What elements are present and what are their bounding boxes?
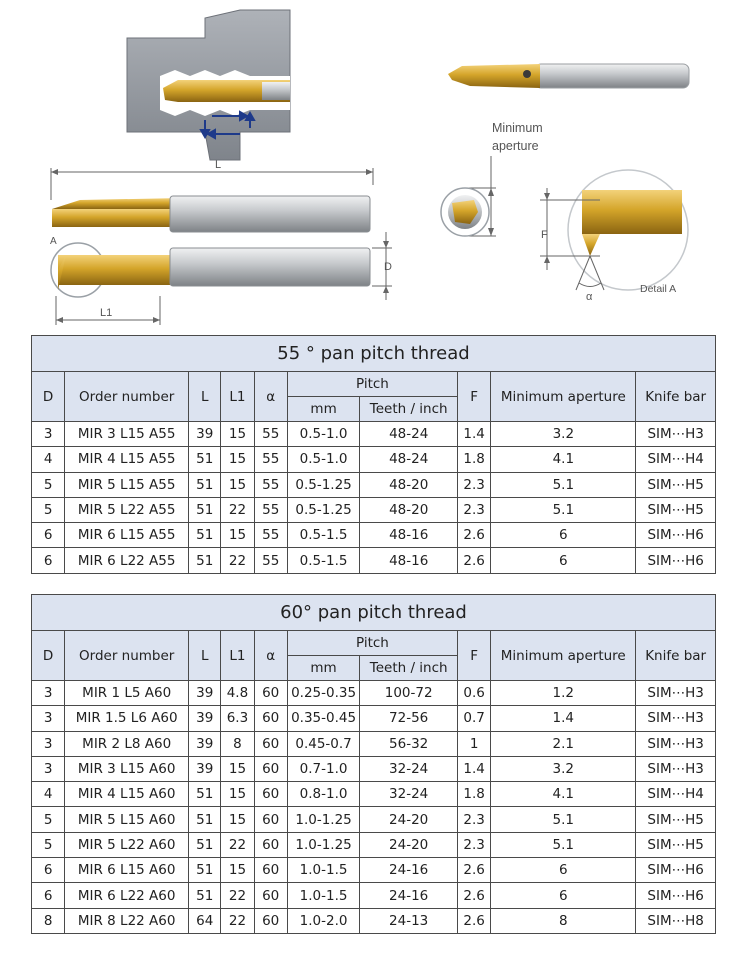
cell-f: 0.7 [458, 706, 491, 731]
cell-l: 39 [189, 706, 221, 731]
table-row [32, 731, 716, 756]
table-row [32, 908, 716, 933]
cell-minimum-aperture: 6 [491, 858, 636, 883]
cell-l1: 15 [221, 858, 254, 883]
cell-pitch-mm: 1.0-1.5 [287, 883, 360, 908]
cell-f: 1.8 [458, 782, 491, 807]
table-row [32, 447, 716, 472]
cell-pitch-tpi: 100-72 [360, 681, 458, 706]
table-body [32, 681, 716, 934]
cell-pitch-tpi: 48-20 [360, 497, 458, 522]
cell-d: 3 [32, 706, 65, 731]
cell-knife-bar: SIM⋯H3 [636, 756, 716, 781]
cell-l1: 15 [221, 472, 254, 497]
cell-d: 3 [32, 756, 65, 781]
cell-minimum-aperture: 6 [491, 548, 636, 573]
cell-alpha: 60 [254, 832, 287, 857]
cell-f: 0.6 [458, 681, 491, 706]
cell-l1: 15 [221, 807, 254, 832]
tool-in-bore [163, 80, 290, 102]
cell-pitch-tpi: 56-32 [360, 731, 458, 756]
cell-knife-bar: SIM⋯H6 [636, 883, 716, 908]
cell-knife-bar: SIM⋯H3 [636, 731, 716, 756]
table-row [32, 832, 716, 857]
cell-f: 2.6 [458, 883, 491, 908]
cell-f: 2.6 [458, 858, 491, 883]
cell-d: 6 [32, 523, 65, 548]
cell-order-number: MIR 6 L22 A55 [65, 548, 189, 573]
cell-alpha: 60 [254, 681, 287, 706]
min-aperture-label-2: aperture [492, 139, 539, 153]
cell-pitch-mm: 1.0-1.25 [287, 807, 360, 832]
cell-order-number: MIR 3 L15 A55 [65, 422, 189, 447]
table-row [32, 756, 716, 781]
dimension-d-label: D [384, 261, 392, 273]
cell-f: 2.3 [458, 807, 491, 832]
cell-order-number: MIR 5 L22 A55 [65, 497, 189, 522]
cell-d: 5 [32, 832, 65, 857]
column-header-order-number: Order number [65, 372, 189, 422]
column-header-l: L [189, 372, 221, 422]
cell-order-number: MIR 8 L22 A60 [65, 908, 189, 933]
column-header-knife-bar: Knife bar [636, 631, 716, 681]
table-row [32, 706, 716, 731]
cell-knife-bar: SIM⋯H3 [636, 422, 716, 447]
cell-pitch-tpi: 24-16 [360, 858, 458, 883]
cell-l: 64 [189, 908, 221, 933]
cell-pitch-mm: 1.0-1.5 [287, 858, 360, 883]
cell-pitch-tpi: 24-20 [360, 807, 458, 832]
cell-knife-bar: SIM⋯H4 [636, 447, 716, 472]
cell-l1: 15 [221, 782, 254, 807]
cell-alpha: 60 [254, 706, 287, 731]
cell-pitch-mm: 0.5-1.5 [287, 548, 360, 573]
column-header-d: D [32, 631, 65, 681]
cell-alpha: 60 [254, 756, 287, 781]
product-photo [448, 64, 689, 88]
cell-pitch-tpi: 48-16 [360, 523, 458, 548]
cell-pitch-mm: 0.7-1.0 [287, 756, 360, 781]
cell-alpha: 60 [254, 731, 287, 756]
cell-minimum-aperture: 5.1 [491, 472, 636, 497]
cell-l1: 15 [221, 422, 254, 447]
cell-alpha: 60 [254, 782, 287, 807]
cell-f: 2.3 [458, 472, 491, 497]
cell-minimum-aperture: 6 [491, 883, 636, 908]
table-row [32, 523, 716, 548]
cell-l1: 22 [221, 883, 254, 908]
cell-order-number: MIR 1 L5 A60 [65, 681, 189, 706]
cell-pitch-tpi: 32-24 [360, 782, 458, 807]
cell-d: 6 [32, 858, 65, 883]
cell-pitch-mm: 1.0-1.25 [287, 832, 360, 857]
cell-l: 51 [189, 883, 221, 908]
cell-minimum-aperture: 5.1 [491, 497, 636, 522]
cell-l1: 22 [221, 548, 254, 573]
column-header-pitch: Pitch [287, 631, 457, 656]
cell-l: 51 [189, 807, 221, 832]
detail-a-marker: A [50, 236, 57, 247]
cell-l: 39 [189, 756, 221, 781]
table-title: 60° pan pitch thread [32, 595, 716, 631]
cell-pitch-mm: 0.35-0.45 [287, 706, 360, 731]
cell-knife-bar: SIM⋯H5 [636, 832, 716, 857]
cell-minimum-aperture: 6 [491, 523, 636, 548]
cell-l: 39 [189, 422, 221, 447]
column-header-alpha: α [254, 372, 287, 422]
column-header-f: F [458, 372, 491, 422]
cell-knife-bar: SIM⋯H6 [636, 548, 716, 573]
cell-d: 5 [32, 497, 65, 522]
spec-table-55 [31, 335, 716, 574]
dimension-l1-label: L1 [100, 307, 113, 319]
cell-order-number: MIR 6 L15 A60 [65, 858, 189, 883]
cell-pitch-tpi: 48-16 [360, 548, 458, 573]
cell-order-number: MIR 6 L22 A60 [65, 883, 189, 908]
table-row [32, 422, 716, 447]
min-aperture-view [441, 121, 543, 236]
cell-knife-bar: SIM⋯H5 [636, 497, 716, 522]
tool-side-view [50, 159, 373, 247]
cell-l1: 8 [221, 731, 254, 756]
cell-minimum-aperture: 3.2 [491, 422, 636, 447]
column-header-minimum-aperture: Minimum aperture [491, 631, 636, 681]
tool-top-view [51, 232, 392, 325]
cell-order-number: MIR 4 L15 A60 [65, 782, 189, 807]
cell-d: 3 [32, 681, 65, 706]
cell-d: 5 [32, 807, 65, 832]
cell-knife-bar: SIM⋯H3 [636, 706, 716, 731]
cell-order-number: MIR 6 L15 A55 [65, 523, 189, 548]
cell-alpha: 55 [254, 548, 287, 573]
cell-minimum-aperture: 2.1 [491, 731, 636, 756]
table-row [32, 548, 716, 573]
table-body [32, 422, 716, 574]
cell-alpha: 55 [254, 447, 287, 472]
cell-order-number: MIR 2 L8 A60 [65, 731, 189, 756]
tool-illustration [0, 0, 750, 335]
cell-knife-bar: SIM⋯H6 [636, 523, 716, 548]
cell-order-number: MIR 5 L15 A60 [65, 807, 189, 832]
cell-alpha: 60 [254, 858, 287, 883]
cell-l: 51 [189, 472, 221, 497]
cell-knife-bar: SIM⋯H3 [636, 681, 716, 706]
table-row [32, 497, 716, 522]
detail-a-view [540, 170, 688, 303]
cell-d: 8 [32, 908, 65, 933]
cell-d: 6 [32, 548, 65, 573]
column-header-l1: L1 [221, 372, 254, 422]
column-header-minimum-aperture: Minimum aperture [491, 372, 636, 422]
cell-l: 39 [189, 731, 221, 756]
column-header-l: L [189, 631, 221, 681]
cell-pitch-mm: 0.5-1.0 [287, 422, 360, 447]
detail-a-label: Detail A [640, 283, 677, 295]
cell-l1: 15 [221, 756, 254, 781]
cell-f: 2.6 [458, 523, 491, 548]
cell-l: 51 [189, 782, 221, 807]
cell-l: 51 [189, 447, 221, 472]
cell-minimum-aperture: 1.2 [491, 681, 636, 706]
cell-l: 51 [189, 858, 221, 883]
alpha-angle-label: α [586, 291, 593, 303]
cell-alpha: 60 [254, 908, 287, 933]
cell-alpha: 60 [254, 807, 287, 832]
cell-pitch-mm: 0.5-1.5 [287, 523, 360, 548]
table-row [32, 681, 716, 706]
cell-pitch-mm: 0.25-0.35 [287, 681, 360, 706]
cell-l: 51 [189, 548, 221, 573]
min-aperture-label-1: Minimum [492, 121, 543, 135]
cell-f: 1 [458, 731, 491, 756]
cell-d: 6 [32, 883, 65, 908]
table-title: 55 ° pan pitch thread [32, 336, 716, 372]
cell-d: 5 [32, 472, 65, 497]
table-row [32, 472, 716, 497]
cell-l: 39 [189, 681, 221, 706]
cell-knife-bar: SIM⋯H5 [636, 472, 716, 497]
cell-d: 3 [32, 422, 65, 447]
cell-f: 2.6 [458, 548, 491, 573]
column-header-knife-bar: Knife bar [636, 372, 716, 422]
cell-l1: 22 [221, 908, 254, 933]
table-row [32, 807, 716, 832]
column-header-pitch: Pitch [287, 372, 457, 397]
dimension-f-label: F [541, 229, 548, 241]
cell-pitch-tpi: 24-13 [360, 908, 458, 933]
cell-order-number: MIR 1.5 L6 A60 [65, 706, 189, 731]
cell-minimum-aperture: 3.2 [491, 756, 636, 781]
cell-d: 3 [32, 731, 65, 756]
dimension-l-label: L [215, 159, 222, 171]
cell-l: 51 [189, 497, 221, 522]
cell-pitch-tpi: 32-24 [360, 756, 458, 781]
cell-pitch-mm: 0.5-1.25 [287, 472, 360, 497]
cell-minimum-aperture: 5.1 [491, 832, 636, 857]
cell-l1: 22 [221, 497, 254, 522]
column-header-alpha: α [254, 631, 287, 681]
cell-knife-bar: SIM⋯H8 [636, 908, 716, 933]
cell-knife-bar: SIM⋯H4 [636, 782, 716, 807]
column-header-l1: L1 [221, 631, 254, 681]
cell-d: 4 [32, 447, 65, 472]
cell-pitch-mm: 0.5-1.0 [287, 447, 360, 472]
cell-pitch-tpi: 48-24 [360, 447, 458, 472]
cell-pitch-tpi: 24-20 [360, 832, 458, 857]
cell-alpha: 55 [254, 497, 287, 522]
cell-minimum-aperture: 4.1 [491, 782, 636, 807]
cell-order-number: MIR 5 L22 A60 [65, 832, 189, 857]
cell-minimum-aperture: 1.4 [491, 706, 636, 731]
cell-f: 1.8 [458, 447, 491, 472]
cell-order-number: MIR 4 L15 A55 [65, 447, 189, 472]
cell-pitch-tpi: 48-20 [360, 472, 458, 497]
cell-f: 2.3 [458, 497, 491, 522]
table-row [32, 782, 716, 807]
cell-f: 1.4 [458, 756, 491, 781]
cell-alpha: 55 [254, 422, 287, 447]
cell-f: 2.6 [458, 908, 491, 933]
cell-f: 1.4 [458, 422, 491, 447]
cell-pitch-tpi: 24-16 [360, 883, 458, 908]
cell-alpha: 55 [254, 472, 287, 497]
cell-l: 51 [189, 523, 221, 548]
cell-l1: 22 [221, 832, 254, 857]
cell-knife-bar: SIM⋯H6 [636, 858, 716, 883]
column-header-order-number: Order number [65, 631, 189, 681]
cell-alpha: 55 [254, 523, 287, 548]
cell-f: 2.3 [458, 832, 491, 857]
spec-table-60 [31, 594, 716, 934]
column-header-f: F [458, 631, 491, 681]
cell-pitch-mm: 1.0-2.0 [287, 908, 360, 933]
column-header-mm: mm [287, 397, 360, 422]
column-header-mm: mm [287, 656, 360, 681]
cell-l1: 6.3 [221, 706, 254, 731]
cell-l: 51 [189, 832, 221, 857]
cell-pitch-mm: 0.5-1.25 [287, 497, 360, 522]
cell-knife-bar: SIM⋯H5 [636, 807, 716, 832]
cell-order-number: MIR 3 L15 A60 [65, 756, 189, 781]
table-row [32, 883, 716, 908]
table-row [32, 858, 716, 883]
cell-l1: 15 [221, 447, 254, 472]
cell-pitch-mm: 0.45-0.7 [287, 731, 360, 756]
column-header-d: D [32, 372, 65, 422]
cell-pitch-mm: 0.8-1.0 [287, 782, 360, 807]
cell-minimum-aperture: 8 [491, 908, 636, 933]
cell-pitch-tpi: 72-56 [360, 706, 458, 731]
cell-l1: 15 [221, 523, 254, 548]
column-header-teeth-per-inch: Teeth / inch [360, 656, 458, 681]
cell-alpha: 60 [254, 883, 287, 908]
cell-minimum-aperture: 4.1 [491, 447, 636, 472]
cell-l1: 4.8 [221, 681, 254, 706]
cell-d: 4 [32, 782, 65, 807]
cell-pitch-tpi: 48-24 [360, 422, 458, 447]
cell-minimum-aperture: 5.1 [491, 807, 636, 832]
column-header-teeth-per-inch: Teeth / inch [360, 397, 458, 422]
cell-order-number: MIR 5 L15 A55 [65, 472, 189, 497]
